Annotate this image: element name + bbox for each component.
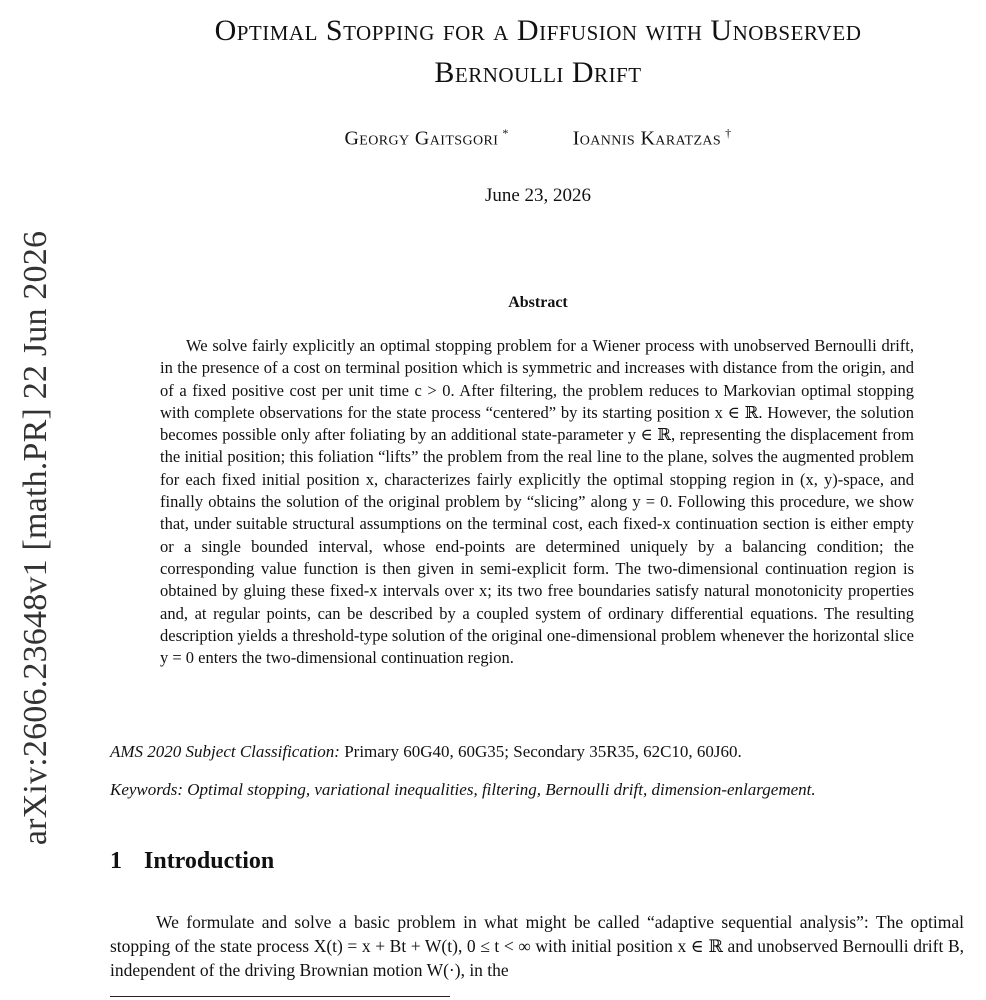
abstract-heading: Abstract [508, 294, 568, 311]
author-1 [344, 126, 508, 151]
ams-classification [110, 742, 742, 762]
abstract-body: We solve fairly explicitly an optimal stopping problem for a Wiener process with unobserved Bernoulli drift, in the presence of a cost on terminal position which is symmetric and increases with distance from the origin, and of a fixed positive cost per unit time c > 0. After filtering, the problem reduces to Markovian optimal stopping with complete observations for the state process “centered” by its starting position x ∈ ℝ. However, the solution becomes possible only after foliating by an additional state-parameter y ∈ ℝ, representing the displacement from the initial position; this foliation “lifts” the problem from the real line to the plane, solves the augmented problem for each fixed initial position x, characterizes fairly explicitly the optimal stopping region in (x, y)-space, and finally obtains the solution of the original problem by “slicing” along y = 0. Following this procedure, we show that, under suitable structural assumptions on the terminal cost, each fixed-x continuation section is either empty or a single bounded interval, whose end-points are determined uniquely by a balancing condition; the corresponding value function is then given in semi-explicit form. The two-dimensional continuation region is obtained by gluing these fixed-x intervals over x; its two free boundaries satisfy natural monotonicity properties and, at regular points, can be described by a coupled system of ordinary differential equations. The resulting description yields a threshold-type solution of the original one-dimensional problem whenever the horizontal slice y = 0 enters the two-dimensional continuation region. [160, 336, 914, 668]
footnote-rule [110, 996, 450, 997]
paper-date: June 23, 2026 [484, 185, 592, 206]
author-list [110, 126, 966, 151]
keywords [110, 780, 816, 800]
keywords-label: Keywords: [110, 780, 184, 799]
author-footnote-mark: * [502, 126, 509, 140]
section-title: Introduction [144, 848, 275, 874]
paper-title [110, 10, 966, 94]
author-name: Ioannis Karatzas [572, 127, 722, 150]
author-name: Georgy Gaitsgori [344, 127, 499, 150]
keywords-value: Optimal stopping, variational inequalities, filtering, Bernoulli drift, dimension-enlargement. [187, 780, 816, 799]
section-number: 1 [110, 848, 122, 874]
title-line-2: Bernoulli Drift [434, 56, 642, 89]
ams-label: AMS 2020 Subject Classification: [110, 742, 340, 761]
title-line-1: Optimal Stopping for a Diffusion with Unobserved [214, 14, 862, 47]
arxiv-identifier: arXiv:2606.23648v1 [math.PR] 22 Jun 2026 [17, 230, 54, 846]
section-heading [110, 848, 274, 875]
author-footnote-mark: † [725, 126, 732, 140]
author-2 [573, 126, 732, 151]
arxiv-sidebar [18, 0, 54, 1000]
introduction-body: We formulate and solve a basic problem in what might be called “adaptive sequential analysis”: The optimal stopping of the state process X(t) = x + Bt + W(t), 0 ≤ t < ∞ with initial position x ∈ ℝ and unobserved Bernoulli drift B, independent of the driving Brownian motion W(·), in the [110, 912, 964, 980]
ams-value: Primary 60G40, 60G35; Secondary 35R35, 62C10, 60J60. [344, 742, 742, 761]
